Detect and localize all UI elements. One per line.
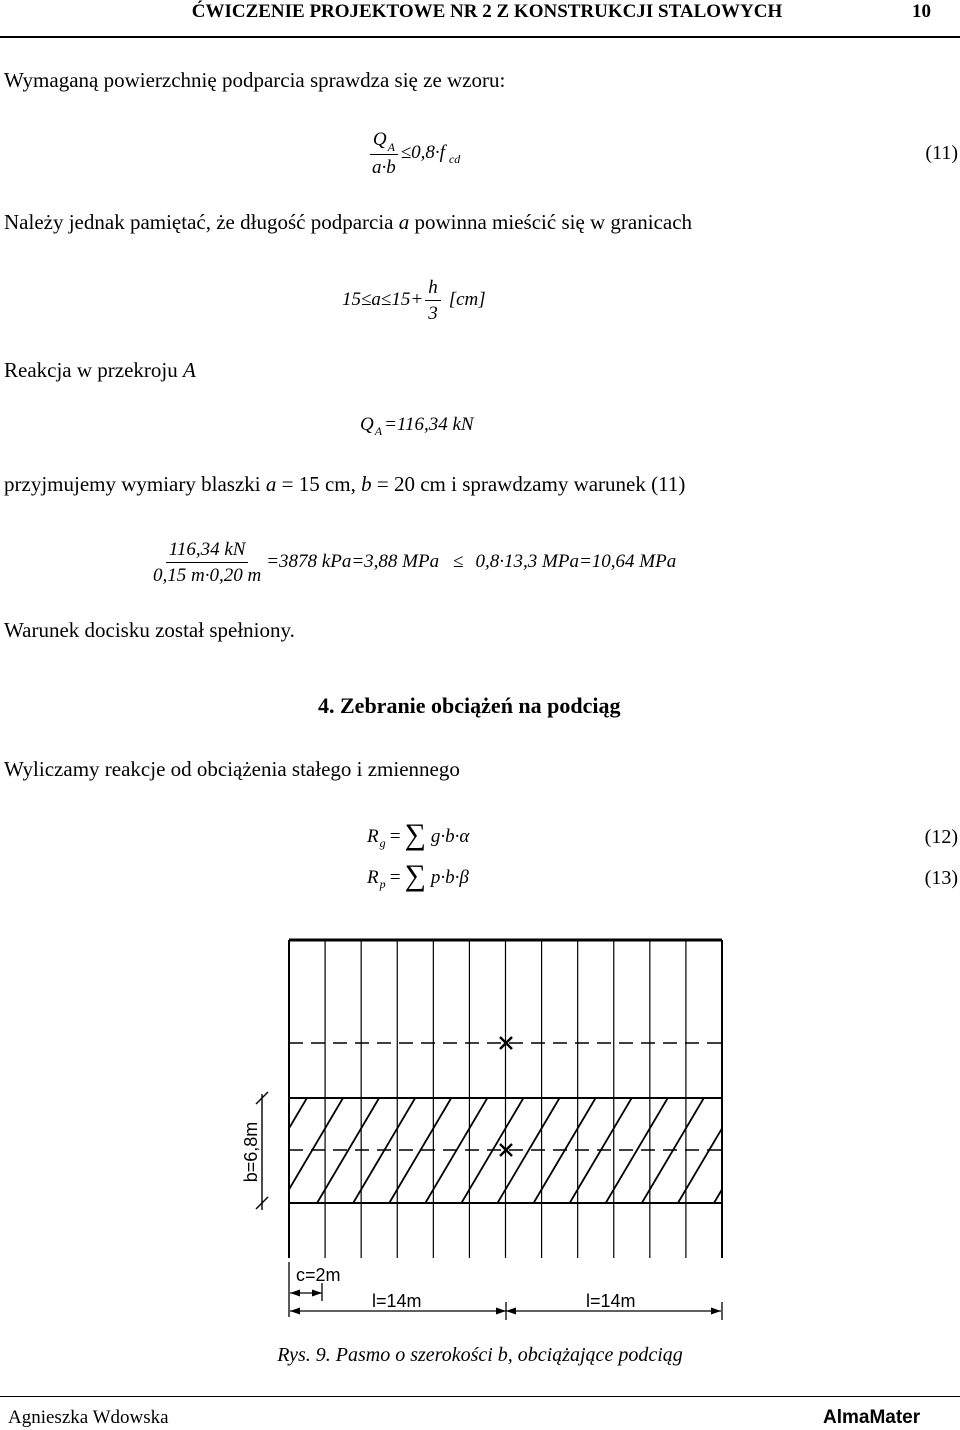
subscript-g: g: [379, 835, 386, 850]
variable-a-section: A: [183, 358, 196, 382]
hatch-line: [317, 1098, 379, 1203]
symbol-r: R: [367, 826, 379, 847]
variable-a: a: [265, 472, 277, 496]
paragraph-surface-check: Wymaganą powierzchnię podparcia sprawdza się ze wzoru:: [4, 68, 506, 92]
equation-12-number: (12): [924, 826, 958, 848]
paragraph-condition-met: Warunek docisku został spełniony.: [4, 618, 295, 642]
section-heading: 4. Zebranie obciążeń na podciąg: [318, 693, 621, 718]
check-denominator: 0,15 m·0,20 m: [153, 564, 262, 586]
equation-13-rhs: p·b·β: [430, 867, 469, 888]
equation-12: [367, 818, 470, 853]
check-allowable-value: 0,8·13,3 MPa=10,64 MPa: [475, 551, 677, 572]
hatch-line: [714, 1098, 776, 1203]
range-denominator: 3: [428, 302, 438, 324]
subscript-a: A: [374, 423, 383, 438]
equation-11-number: (11): [925, 142, 958, 164]
equals-sign: =: [388, 867, 402, 888]
equation-11-rhs: ≤0,8·f: [400, 142, 445, 163]
range-unit: [cm]: [448, 289, 486, 310]
check-stress-value: =3878 kPa=3,88 MPa: [266, 551, 440, 572]
equals-sign: =: [388, 826, 402, 847]
header-divider: [0, 36, 960, 38]
dimension-l2-label: l=14m: [586, 1291, 636, 1311]
sum-icon: ∑: [404, 818, 426, 851]
symbol-q: Q: [360, 414, 374, 435]
text-fragment: = 20 cm i sprawdzamy warunek (11): [371, 472, 686, 496]
symbol-r: R: [367, 867, 379, 888]
variable-a: a: [398, 210, 410, 234]
hatch-line: [389, 1098, 451, 1203]
text-fragment: przyjmujemy wymiary blaszki: [4, 472, 266, 496]
figure-caption: Rys. 9. Pasmo o szerokości b, obciążające podciąg: [277, 1344, 683, 1366]
range-numerator: h: [425, 277, 441, 301]
paragraph-support-length: [4, 210, 692, 234]
equation-11-numerator: [370, 129, 398, 155]
load-strip-figure: [0, 920, 960, 1340]
range-fraction: [425, 277, 441, 324]
sum-icon: ∑: [404, 859, 426, 892]
equation-13-number: (13): [924, 867, 958, 889]
footer-brand-logo: AlmaMater: [823, 1407, 921, 1428]
text-fragment: = 15 cm,: [276, 472, 362, 496]
equation-length-range: [342, 276, 486, 324]
footer-divider: [0, 1396, 960, 1397]
text-fragment: Należy jednak pamiętać, że długość podparcia: [4, 210, 399, 234]
symbol-q: Q: [372, 128, 387, 150]
page-number: 10: [912, 1, 931, 22]
equation-13: [367, 859, 469, 894]
equation-11-denominator: a·b: [372, 156, 396, 178]
hatch-line: [606, 1098, 668, 1203]
equation-reaction-value: [360, 411, 474, 439]
equation-bearing-check: [150, 537, 676, 587]
subscript-cd: cd: [448, 151, 461, 166]
subscript-a: A: [387, 139, 395, 154]
check-fraction: [150, 539, 264, 586]
dimension-b-label: b=6,8m: [241, 1121, 261, 1183]
range-lhs: 15≤a≤15+: [342, 289, 424, 310]
less-or-equal-sign: ≤: [453, 551, 464, 572]
equation-11: [369, 128, 460, 178]
page-header-title: ĆWICZENIE PROJEKTOWE NR 2 Z KONSTRUKCJI STALOWYCH: [191, 1, 783, 22]
hatch-line: [173, 1098, 235, 1203]
paragraph-reactions: Wyliczamy reakcje od obciążenia stałego i zmiennego: [4, 757, 460, 781]
equation-11-fraction: [369, 129, 399, 178]
dimension-l1-label: l=14m: [372, 1291, 422, 1311]
text-fragment: Reakcja w przekroju: [4, 358, 184, 382]
footer-author: Agnieszka Wdowska: [8, 1407, 169, 1428]
text-fragment: powinna mieścić się w granicach: [409, 210, 693, 234]
check-numerator: 116,34 kN: [166, 539, 249, 563]
reaction-value: =116,34 kN: [384, 414, 474, 435]
subscript-p: p: [379, 876, 386, 891]
paragraph-reaction: [4, 358, 196, 382]
hatch-line: [750, 1098, 812, 1203]
variable-b: b: [361, 472, 372, 496]
paragraph-plate-dimensions: [4, 472, 685, 496]
equation-12-rhs: g·b·α: [430, 826, 470, 847]
dimension-c-label: c=2m: [296, 1265, 341, 1285]
